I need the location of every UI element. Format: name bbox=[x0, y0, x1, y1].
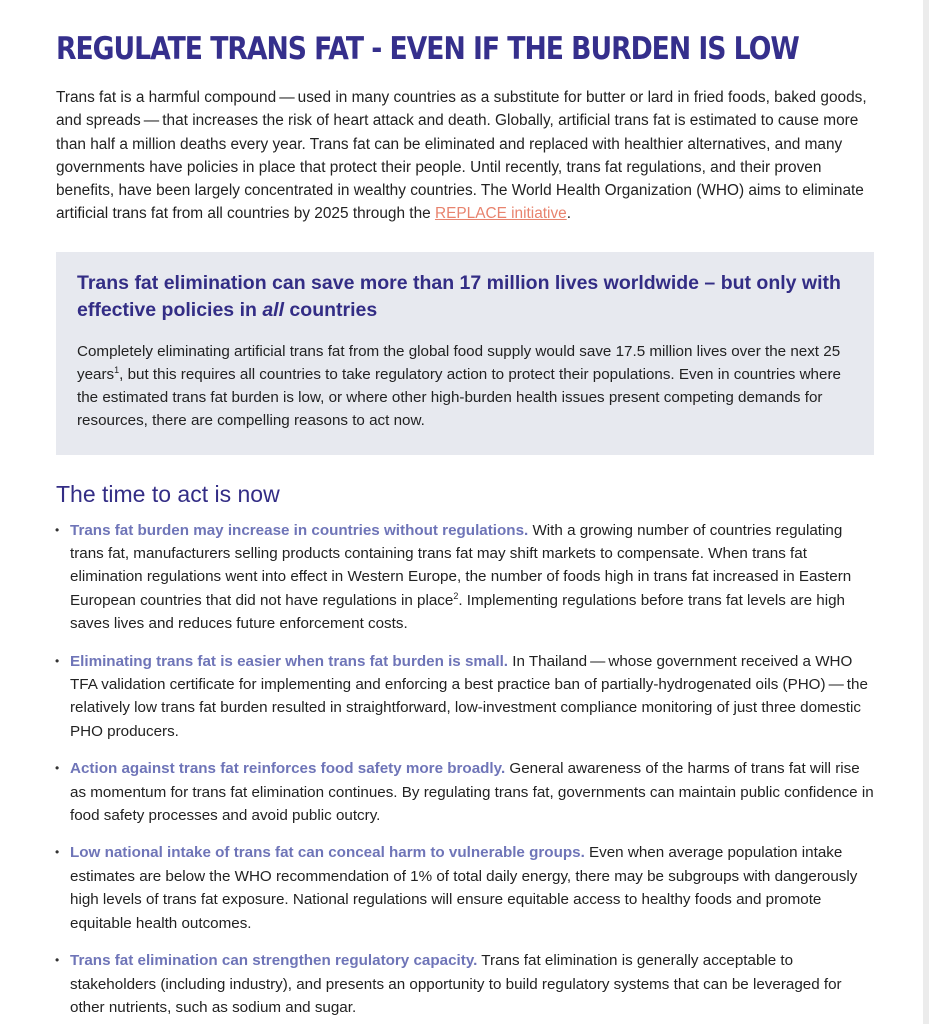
bullet-list bbox=[56, 519, 878, 1020]
footnote-ref-2[interactable]: 2 bbox=[453, 590, 459, 601]
bullet-lead: Trans fat burden may increase in countries without regulations. bbox=[70, 521, 529, 539]
bullet-text: With a growing number of countries regulating trans fat, manufacturers selling products containing trans fat may shift markets to compensate. When trans fat elimination regulations went into effect in Western Europe, the number of foods high in trans fat increased in Eastern European countries that did not have regulations in place bbox=[70, 521, 852, 609]
page-title: REGULATE TRANS FAT - EVEN IF THE BURDEN IS LOW bbox=[56, 31, 799, 67]
bullet-text: Trans fat elimination is generally acceptable to stakeholders (including industry), and presents an opportunity to build regulatory systems that can be leveraged for other nutrients, such as sodium and sugar. bbox=[70, 952, 842, 1016]
footnote-ref-1[interactable]: 1 bbox=[114, 364, 120, 375]
bullet-lead: Action against trans fat reinforces food safety more broadly. bbox=[70, 760, 506, 778]
bullet-lead: Trans fat elimination can strengthen regulatory capacity. bbox=[70, 952, 478, 970]
intro-end: . bbox=[566, 205, 571, 223]
callout-title-emphasis: all bbox=[262, 298, 285, 321]
bullet-marker: • bbox=[55, 953, 60, 968]
list-item bbox=[56, 841, 878, 935]
callout-body-part-a: Completely eliminating artificial trans fat from the global food supply would save 17.5 million lives over the next 25 years bbox=[77, 342, 841, 383]
bullet-marker: • bbox=[55, 522, 60, 537]
bullet-lead: Eliminating trans fat is easier when trans fat burden is small. bbox=[70, 652, 509, 670]
intro-paragraph bbox=[56, 86, 878, 226]
document-page bbox=[56, 30, 878, 1033]
callout-body bbox=[77, 340, 854, 433]
bullet-text: General awareness of the harms of trans fat will rise as momentum for trans fat elimination continues. By regulating trans fat, governments can maintain public confidence in food safety processes and avoid public outcry. bbox=[70, 760, 874, 825]
bullet-lead: Low national intake of trans fat can conceal harm to vulnerable groups. bbox=[70, 844, 585, 862]
bullet-text-end: . Implementing regulations before trans fat levels are high saves lives and reduces future enforcement costs. bbox=[70, 591, 845, 633]
callout-title bbox=[77, 270, 854, 324]
intro-text: Trans fat is a harmful compound — used in many countries as a substitute for butter or lard in fried foods, baked goods, and spreads — that increases the risk of heart attack and death. Globally, artificial trans fat is estimated to cause more than half a million deaths every year. Trans fat can be eliminated and replaced with healthier alternatives, and many governments have policies in place that protect their people. Until recently, trans fat regulations, and their proven benefits, have been largely concentrated in wealthy countries. The World Health Organization (WHO) aims to eliminate artificial trans fat from all countries by 2025 through the bbox=[56, 89, 867, 223]
callout-title-part-a: Trans fat elimination can save more than 17 million lives worldwide – but only with effective policies in bbox=[77, 271, 841, 321]
bullet-text: In Thailand — whose government received a WHO TFA validation certificate for implementing and enforcing a best practice ban of partially-hydrogenated oils (PHO) — the relatively low trans fat burden resulted in straightforward, low-investment compliance monitoring of just three domestic PHO producers. bbox=[70, 652, 868, 740]
bullet-marker: • bbox=[55, 845, 60, 860]
callout-body-part-b: , but this requires all countries to take regulatory action to protect their populations. Even in countries where the estimated trans fat burden is low, or where other high-burden health issues present competing demands for resources, there are compelling reasons to act now. bbox=[77, 365, 841, 430]
replace-initiative-link[interactable]: REPLACE initiative bbox=[434, 205, 567, 223]
callout-title-part-b: countries bbox=[284, 298, 378, 321]
section-title: The time to act is now bbox=[56, 480, 280, 507]
callout-box bbox=[56, 252, 874, 455]
scrollbar[interactable] bbox=[923, 0, 929, 1024]
list-item bbox=[56, 519, 878, 636]
list-item bbox=[56, 650, 878, 744]
bullet-text: Even when average population intake estimates are below the WHO recommendation of 1% of total daily energy, there may be subgroups with dangerously high levels of trans fat exposure. National regulations will ensure equitable access to healthy foods and promote equitable health outcomes. bbox=[70, 844, 858, 932]
bullet-marker: • bbox=[55, 761, 60, 776]
list-item bbox=[56, 949, 878, 1019]
bullet-marker: • bbox=[55, 653, 60, 668]
list-item bbox=[56, 757, 878, 827]
